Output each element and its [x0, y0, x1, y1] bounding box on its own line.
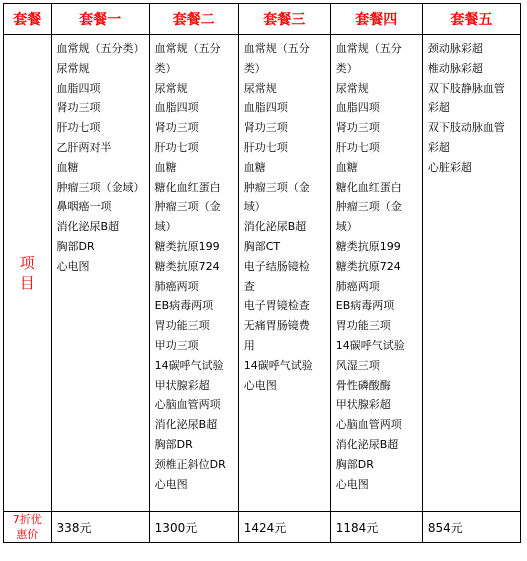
- item-line: 肝功七项: [154, 140, 199, 154]
- item-line: 风湿三项: [335, 358, 380, 372]
- item-line: 糖类抗原199: [154, 239, 220, 253]
- item-line: 胸部CT: [243, 239, 281, 253]
- item-line: 肝功七项: [56, 121, 101, 135]
- item-line: 血脂四项: [335, 101, 380, 115]
- package-2-items: [149, 35, 238, 512]
- item-line: 域）: [335, 220, 358, 234]
- item-line: 心电图: [243, 378, 277, 392]
- item-line: 域）: [243, 200, 266, 214]
- item-line: 糖化血红蛋白: [154, 180, 221, 194]
- item-line: 血糖: [243, 160, 266, 174]
- item-line: 肾功三项: [243, 121, 288, 135]
- item-line: 心电图: [56, 259, 90, 273]
- item-line: 双下肢静脉血管: [427, 81, 505, 95]
- item-line: 心脑血管两项: [154, 398, 221, 412]
- package-4-items: [330, 35, 422, 512]
- item-line: 彩超: [427, 101, 450, 115]
- item-line: 糖类抗原724: [154, 259, 220, 273]
- package-5-price: 854元: [422, 512, 520, 543]
- item-line: 类）: [335, 61, 358, 75]
- item-line: 甲功三项: [154, 338, 199, 352]
- package-1-header: 套餐一: [51, 4, 149, 35]
- item-line: 类）: [243, 61, 266, 75]
- package-5-header: 套餐五: [422, 4, 520, 35]
- item-line: 消化泌尿B超: [243, 220, 307, 234]
- item-line: 肿瘤三项（金: [335, 200, 402, 214]
- header-row: [4, 4, 521, 35]
- item-line: 肿瘤三项（金: [154, 200, 221, 214]
- package-4-header: 套餐四: [330, 4, 422, 35]
- items-row: [4, 35, 521, 512]
- items-label-text: 项 目: [19, 254, 35, 292]
- item-line: 消化泌尿B超: [154, 418, 218, 432]
- item-line: 尿常规: [56, 61, 90, 75]
- item-line: 肿瘤三项（金: [243, 180, 310, 194]
- item-line: 肿瘤三项（金域）: [56, 180, 145, 194]
- item-line: 鼻咽癌一项: [56, 200, 112, 214]
- corner-header: 套餐: [4, 4, 52, 35]
- package-1-items: [51, 35, 149, 512]
- item-line: 血糖: [56, 160, 79, 174]
- item-line: 血常规（五分类）: [56, 42, 145, 55]
- price-label-text: 7折优 惠价: [12, 513, 42, 541]
- package-4-price: 1184元: [330, 512, 422, 543]
- item-line: 肺癌两项: [154, 279, 199, 293]
- item-line: EB病毒两项: [335, 299, 395, 313]
- package-table: [3, 3, 521, 543]
- item-line: 血脂四项: [154, 101, 199, 115]
- item-line: 14碳呼气试验: [243, 358, 313, 372]
- item-line: 糖类抗原724: [335, 259, 401, 273]
- item-line: 颈椎正斜位DR: [154, 457, 226, 471]
- item-line: 尿常规: [335, 81, 369, 95]
- item-line: 胃功能三项: [335, 319, 391, 333]
- item-line: 心电图: [154, 477, 188, 491]
- package-3-items: [238, 35, 330, 512]
- price-row-label: [4, 512, 52, 543]
- item-line: 肾功三项: [56, 101, 101, 115]
- item-line: 血糖: [335, 160, 358, 174]
- item-line: 胃功能三项: [154, 319, 210, 333]
- item-line: 类）: [154, 61, 177, 75]
- item-line: 甲状腺彩超: [154, 378, 210, 392]
- item-line: 消化泌尿B超: [56, 220, 120, 234]
- item-line: 心脏彩超: [427, 160, 472, 174]
- item-line: 14碳呼气试验: [154, 358, 224, 372]
- item-line: 尿常规: [243, 81, 277, 95]
- item-line: 心电图: [335, 477, 369, 491]
- package-1-price: 338元: [51, 512, 149, 543]
- item-line: 肺癌两项: [335, 279, 380, 293]
- item-line: 肝功七项: [335, 140, 380, 154]
- item-line: 查: [243, 279, 255, 293]
- item-line: 乙肝两对半: [56, 140, 112, 154]
- package-3-price: 1424元: [238, 512, 330, 543]
- package-2-price: 1300元: [149, 512, 238, 543]
- item-line: 肝功七项: [243, 140, 288, 154]
- item-line: 血脂四项: [56, 81, 101, 95]
- item-line: 甲状腺彩超: [335, 398, 391, 412]
- item-line: 血脂四项: [243, 101, 288, 115]
- item-line: 用: [243, 338, 255, 352]
- package-2-header: 套餐二: [149, 4, 238, 35]
- item-line: 血常规（五分: [154, 42, 221, 55]
- package-3-header: 套餐三: [238, 4, 330, 35]
- item-line: 颈动脉彩超: [427, 42, 483, 55]
- item-line: 肾功三项: [335, 121, 380, 135]
- item-line: 肾功三项: [154, 121, 199, 135]
- item-line: 电子结肠镜检: [243, 259, 310, 273]
- item-line: 胸部DR: [56, 239, 95, 253]
- item-line: 糖类抗原199: [335, 239, 401, 253]
- package-5-items: [422, 35, 520, 512]
- item-line: 胸部DR: [335, 457, 374, 471]
- item-line: 无痛胃肠镜费: [243, 319, 310, 333]
- item-line: 骨性磷酸酶: [335, 378, 391, 392]
- item-line: 胸部DR: [154, 437, 193, 451]
- items-row-label: [4, 35, 52, 512]
- item-line: 尿常规: [154, 81, 188, 95]
- item-line: 域）: [154, 220, 177, 234]
- item-line: 彩超: [427, 140, 450, 154]
- package-table-container: [3, 3, 521, 543]
- item-line: 糖化血红蛋白: [335, 180, 402, 194]
- item-line: 14碳呼气试验: [335, 338, 405, 352]
- price-row: [4, 512, 521, 543]
- item-line: 血常规（五分: [243, 42, 310, 55]
- item-line: 双下肢动脉血管: [427, 121, 505, 135]
- item-line: 椎动脉彩超: [427, 61, 483, 75]
- item-line: EB病毒两项: [154, 299, 214, 313]
- item-line: 血常规（五分: [335, 42, 402, 55]
- item-line: 血糖: [154, 160, 177, 174]
- item-line: 消化泌尿B超: [335, 437, 399, 451]
- item-line: 电子胃镜检查: [243, 299, 310, 313]
- item-line: 心脑血管两项: [335, 418, 402, 432]
